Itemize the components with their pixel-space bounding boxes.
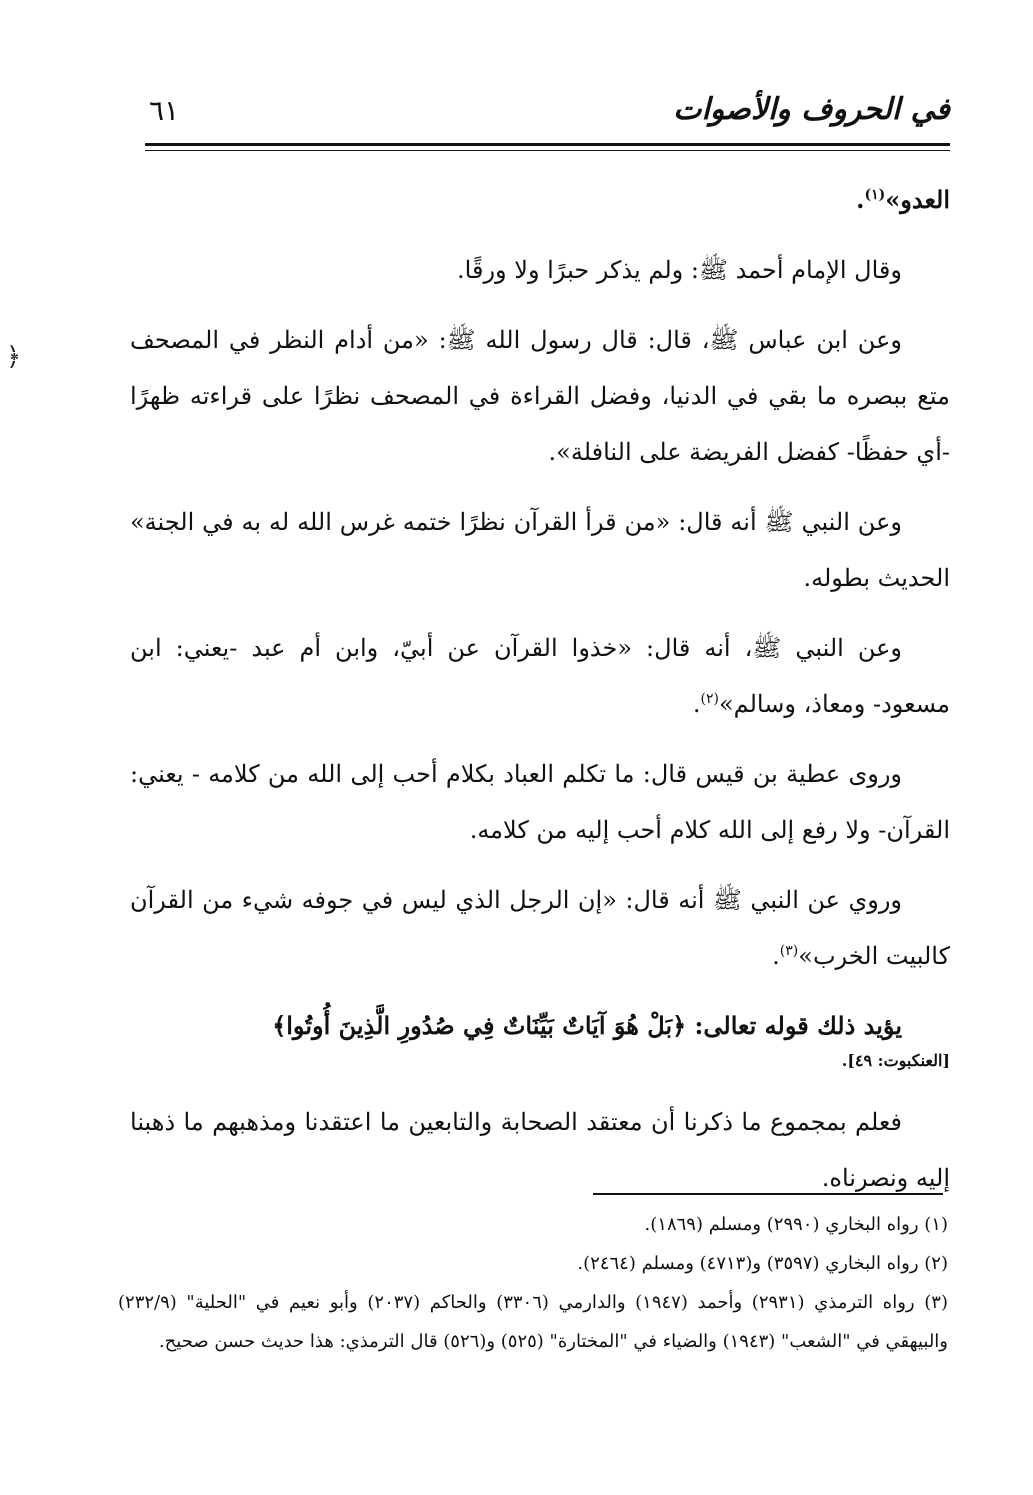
footnotes	[118, 1205, 948, 1361]
paragraph-atiyya: وروى عطية بن قيس قال: ما تكلم العباد بكلام أحب إلى الله من كلامه - يعني: القرآن- ولا رفع إلى الله كلام أحب إليه من كلامه.	[130, 760, 950, 844]
paragraph-verse: يؤيد ذلك قوله تعالى: ﴿بَلْ هُوَ آيَاتٌ بَيِّنَاتٌ فِي صُدُورِ الَّذِينَ أُوتُوا﴾	[272, 1011, 902, 1040]
footnote-ref-2: (٢)	[700, 691, 719, 707]
paragraph-hadith-nazar: وعن النبي ﷺ أنه قال: «من قرأ القرآن نظرًا ختمه غرس الله له به في الجنة» الحديث بطوله.	[130, 508, 950, 592]
footnote-ref-1: (١)	[864, 187, 886, 203]
page-number: ٦١	[149, 94, 180, 127]
paragraph-ibn-abbas: وعن ابن عباس ﷺ، قال: قال رسول الله ﷺ: «من أدام النظر في المصحف متع ببصره ما بقي في الدنيا، وفضل القراءة في المصحف نظرًا على قراءته ظهرًا -أي حفظًا- كفضل الفريضة على النافلة».	[130, 326, 950, 466]
paragraph-continuation: العدو»$^{(١)}$.	[856, 185, 950, 214]
page-header	[145, 92, 950, 136]
paragraph-khudhu-al-quran: وعن النبي ﷺ، أنه قال: «خذوا القرآن عن أبيّ، وابن أم عبد -يعني: ابن مسعود- ومعاذ، وسالم»$^{(٢)}$.	[130, 634, 950, 718]
body-text	[130, 172, 950, 1220]
verse-citation: [العنكبوت: ٤٩].	[841, 1051, 950, 1070]
paragraph-bayt-kharib: وروي عن النبي ﷺ أنه قال: «إن الرجل الذي ليس في جوفه شيء من القرآن كالبيت الخرب»$^{(٣)}$.	[130, 886, 950, 970]
paragraph-ahmad: وقال الإمام أحمد ﷺ: ولم يذكر حبرًا ولا ورقًا.	[457, 256, 902, 284]
footnote-2: (٢) رواه البخاري (٣٥٩٧) و(٤٧١٣) ومسلم (٢٤٦٤).	[577, 1253, 948, 1274]
footnote-separator	[593, 1193, 943, 1195]
footnote-ref-3: (٣)	[779, 943, 799, 959]
running-title: في الحروف والأصوات	[673, 92, 950, 127]
header-rule-thin	[145, 150, 950, 151]
header-rule-thick	[145, 143, 950, 146]
margin-mark: ﴿	[6, 342, 22, 372]
paragraph-conclusion: فعلم بمجموع ما ذكرنا أن معتقد الصحابة والتابعين ما اعتقدنا ومذهبهم ما ذهبنا إليه ونصرناه.	[130, 1108, 950, 1192]
footnote-1: (١) رواه البخاري (٢٩٩٠) ومسلم (١٨٦٩).	[644, 1214, 948, 1235]
footnote-3: (٣) رواه الترمذي (٢٩٣١) وأحمد (١٩٤٧) والدارمي (٣٣٠٦) والحاكم (٢٠٣٧) وأبو نعيم في "الحلية" (٢٣٢/٩) والبيهقي في "الشعب" (١٩٤٣) والضياء في "المختارة" (٥٢٥) و(٥٢٦) قال الترمذي: هذا حديث حسن صحيح.	[118, 1292, 948, 1352]
